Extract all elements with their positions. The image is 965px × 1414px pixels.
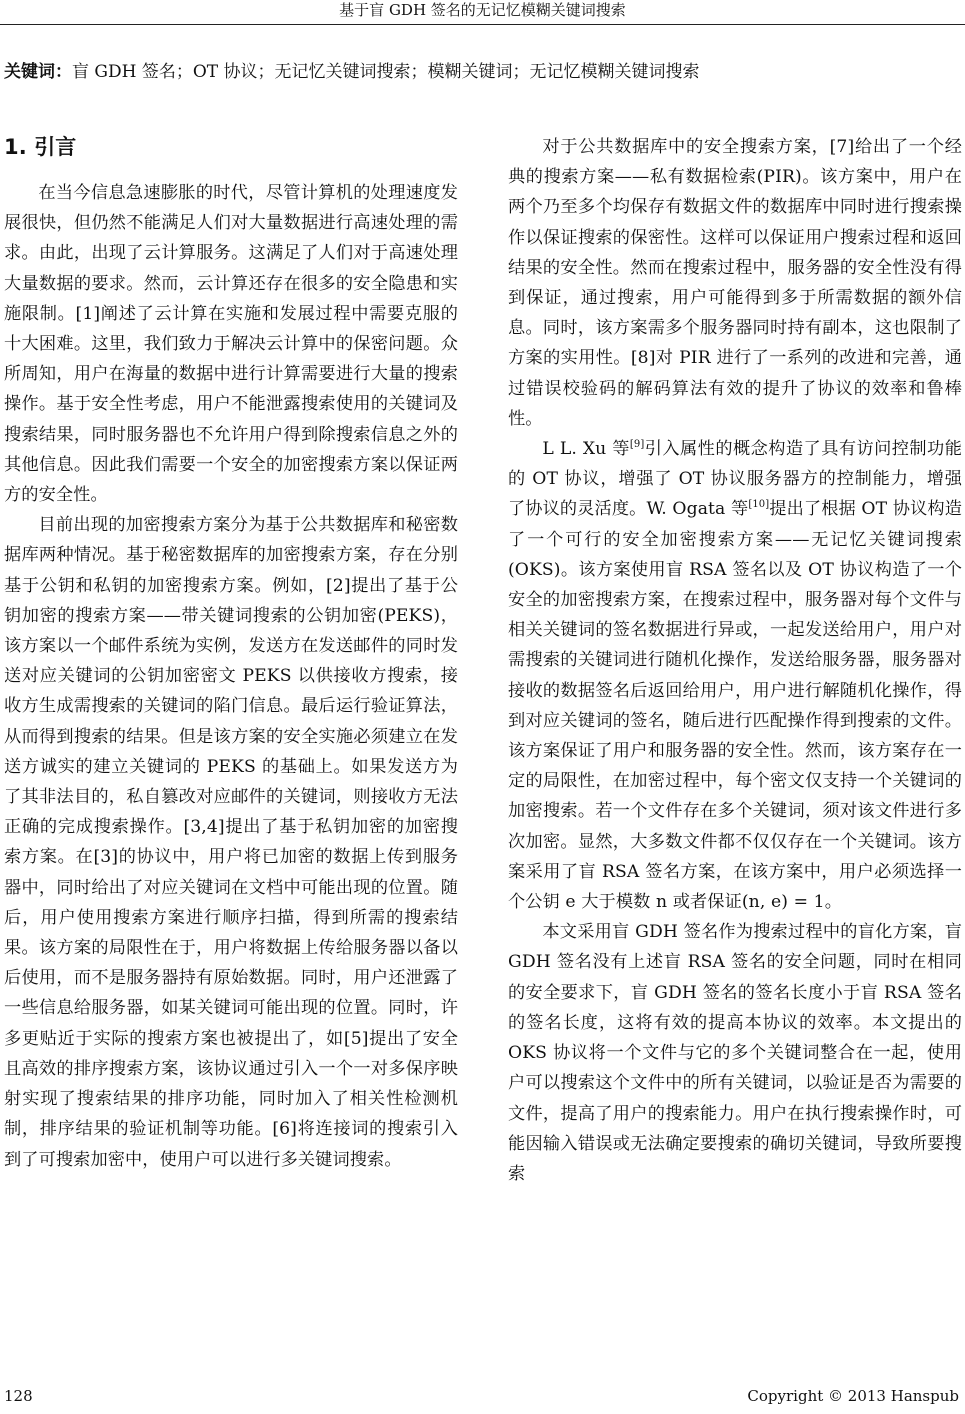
copyright-notice: Copyright © 2013 Hanspub — [747, 1387, 959, 1405]
header-divider — [0, 24, 965, 25]
paragraph-text: L L. Xu 等 — [542, 439, 630, 460]
section-heading: 1. 引言 — [4, 135, 77, 159]
running-header: 基于盲 GDH 签名的无记忆模糊关键词搜索 — [339, 1, 626, 19]
citation-ref: [10] — [748, 499, 770, 511]
citation-ref: [9] — [629, 439, 645, 451]
paragraph: 在当今信息急速膨胀的时代，尽管计算机的处理速度发展很快，但仍然不能满足人们对大量数据进行高速处理的需求。由此，出现了云计算服务。这满足了人们对于高速处理大量数据的要求。然而，云计算还存在很多的安全隐患和实施限制。[1]阐述了云计算在实施和发展过程中需要克服的十大困难。这里，我们致力于解决云计算中的保密问题。众所周知，用户在海量的数据中进行计算需要进行大量的搜索操作。基于安全性考虑，用户不能泄露搜索使用的关键词及搜索结果，同时服务器也不允许用户得到除搜索信息之外的其他信息。因此我们需要一个安全的加密搜索方案以保证两方的安全性。 — [4, 183, 458, 506]
paragraph — [508, 434, 962, 917]
page-number: 128 — [4, 1387, 33, 1405]
keywords-label: 关键词： — [4, 62, 72, 82]
paragraph-text: 提出了根据 OT 协议构造了一个可行的安全加密搜索方案——无记忆关键词搜索(OKS)。该方案使用盲 RSA 签名以及 OT 协议构造了一个安全的加密搜索方案，在搜索过程中，服务器对每个文件与相关关键词的签名数据进行异或，一起发送给用户，用户对需搜索的关键词进行随机化操作，发送给服务器，服务器对接收的数据签名后返回给用户，用户进行解随机化操作，得到对应关键词的签名，随后进行匹配操作得到搜索的文件。该方案保证了用户和服务器的安全性。然而，该方案存在一定的局限性，在加密过程中，每个密文仅支持一个关键词的加密搜索。若一个文件存在多个关键词，须对该文件进行多次加密。显然，大多数文件都不仅仅存在一个关键词。该方案采用了盲 RSA 签名方案，在该方案中，用户必须选择一个公钥 e 大于模数 n 或者保证(n, e) = 1。 — [508, 499, 962, 913]
right-column — [508, 132, 962, 1189]
paragraph: 本文采用盲 GDH 签名作为搜索过程中的盲化方案，盲 GDH 签名没有上述盲 RSA 签名的安全问题，同时在相同的安全要求下，盲 GDH 签名的签名长度小于盲 RSA 签名的签名长度，这将有效的提高本协议的效率。本文提出的 OKS 协议将一个文件与它的多个关键词整合在一起，使用户可以搜索这个文件中的所有关键词，以验证是否为需要的文件，提高了用户的搜索能力。用户在执行搜索操作时，可能因输入错误或无法确定要搜索的确切关键词，导致所要搜索 — [508, 922, 962, 1184]
paragraph: 目前出现的加密搜索方案分为基于公共数据库和秘密数据库两种情况。基于秘密数据库的加密搜索方案，存在分别基于公钥和私钥的加密搜索方案。例如，[2]提出了基于公钥加密的搜索方案——带关键词搜索的公钥加密(PEKS)，该方案以一个邮件系统为实例，发送方在发送邮件的同时发送对应关键词的公钥加密密文 PEKS 以供接收方搜索，接收方生成需搜索的关键词的陷门信息。最后运行验证算法，从而得到搜索的结果。但是该方案的安全实施必须建立在发送方诚实的建立关键词的 PEKS 的基础上。如果发送方为了其非法目的，私自篡改对应邮件的关键词，则接收方无法正确的完成搜索操作。[3,4]提出了基于私钥加密的加密搜索方案。在[3]的协议中，用户将已加密的数据上传到服务器中，同时给出了对应关键词在文档中可能出现的位置。随后，用户使用搜索方案进行顺序扫描，得到所需的搜索结果。该方案的局限性在于，用户将数据上传给服务器以备以后使用，而不是服务器持有原始数据。同时，用户还泄露了一些信息给服务器，如某关键词可能出现的位置。同时，许多更贴近于实际的搜索方案也被提出了，如[5]提出了安全且高效的排序搜索方案，该协议通过引入一个一对多保序映射实现了搜索结果的排序功能，同时加入了相关性检测机制，排序结果的验证机制等功能。[6]将连接词的搜索引入到了可搜索加密中，使用户可以进行多关键词搜索。 — [4, 515, 458, 1170]
keywords-text: 盲 GDH 签名；OT 协议；无记忆关键词搜索；模糊关键词；无记忆模糊关键词搜索 — [72, 62, 700, 82]
paragraph: 对于公共数据库中的安全搜索方案，[7]给出了一个经典的搜索方案——私有数据检索(PIR)。该方案中，用户在两个乃至多个均保存有数据文件的数据库中同时进行搜索操作以保证搜索的保密性。这样可以保证用户搜索过程和返回结果的安全性。然而在搜索过程中，服务器的安全性没有得到保证，通过搜索，用户可能得到多于所需数据的额外信息。同时，该方案需多个服务器同时持有副本，这也限制了方案的实用性。[8]对 PIR 进行了一系列的改进和完善，通过错误校验码的解码算法有效的提升了协议的效率和鲁棒性。 — [508, 137, 962, 429]
paragraph-text: 引入属性的概念构造了具有访问控制功能的 OT 协议，增强了 OT 协议服务器方的控制能力，增强了协议的灵活度。W. Ogata 等 — [508, 439, 962, 520]
left-column — [4, 132, 458, 1175]
keywords-line — [4, 60, 954, 84]
